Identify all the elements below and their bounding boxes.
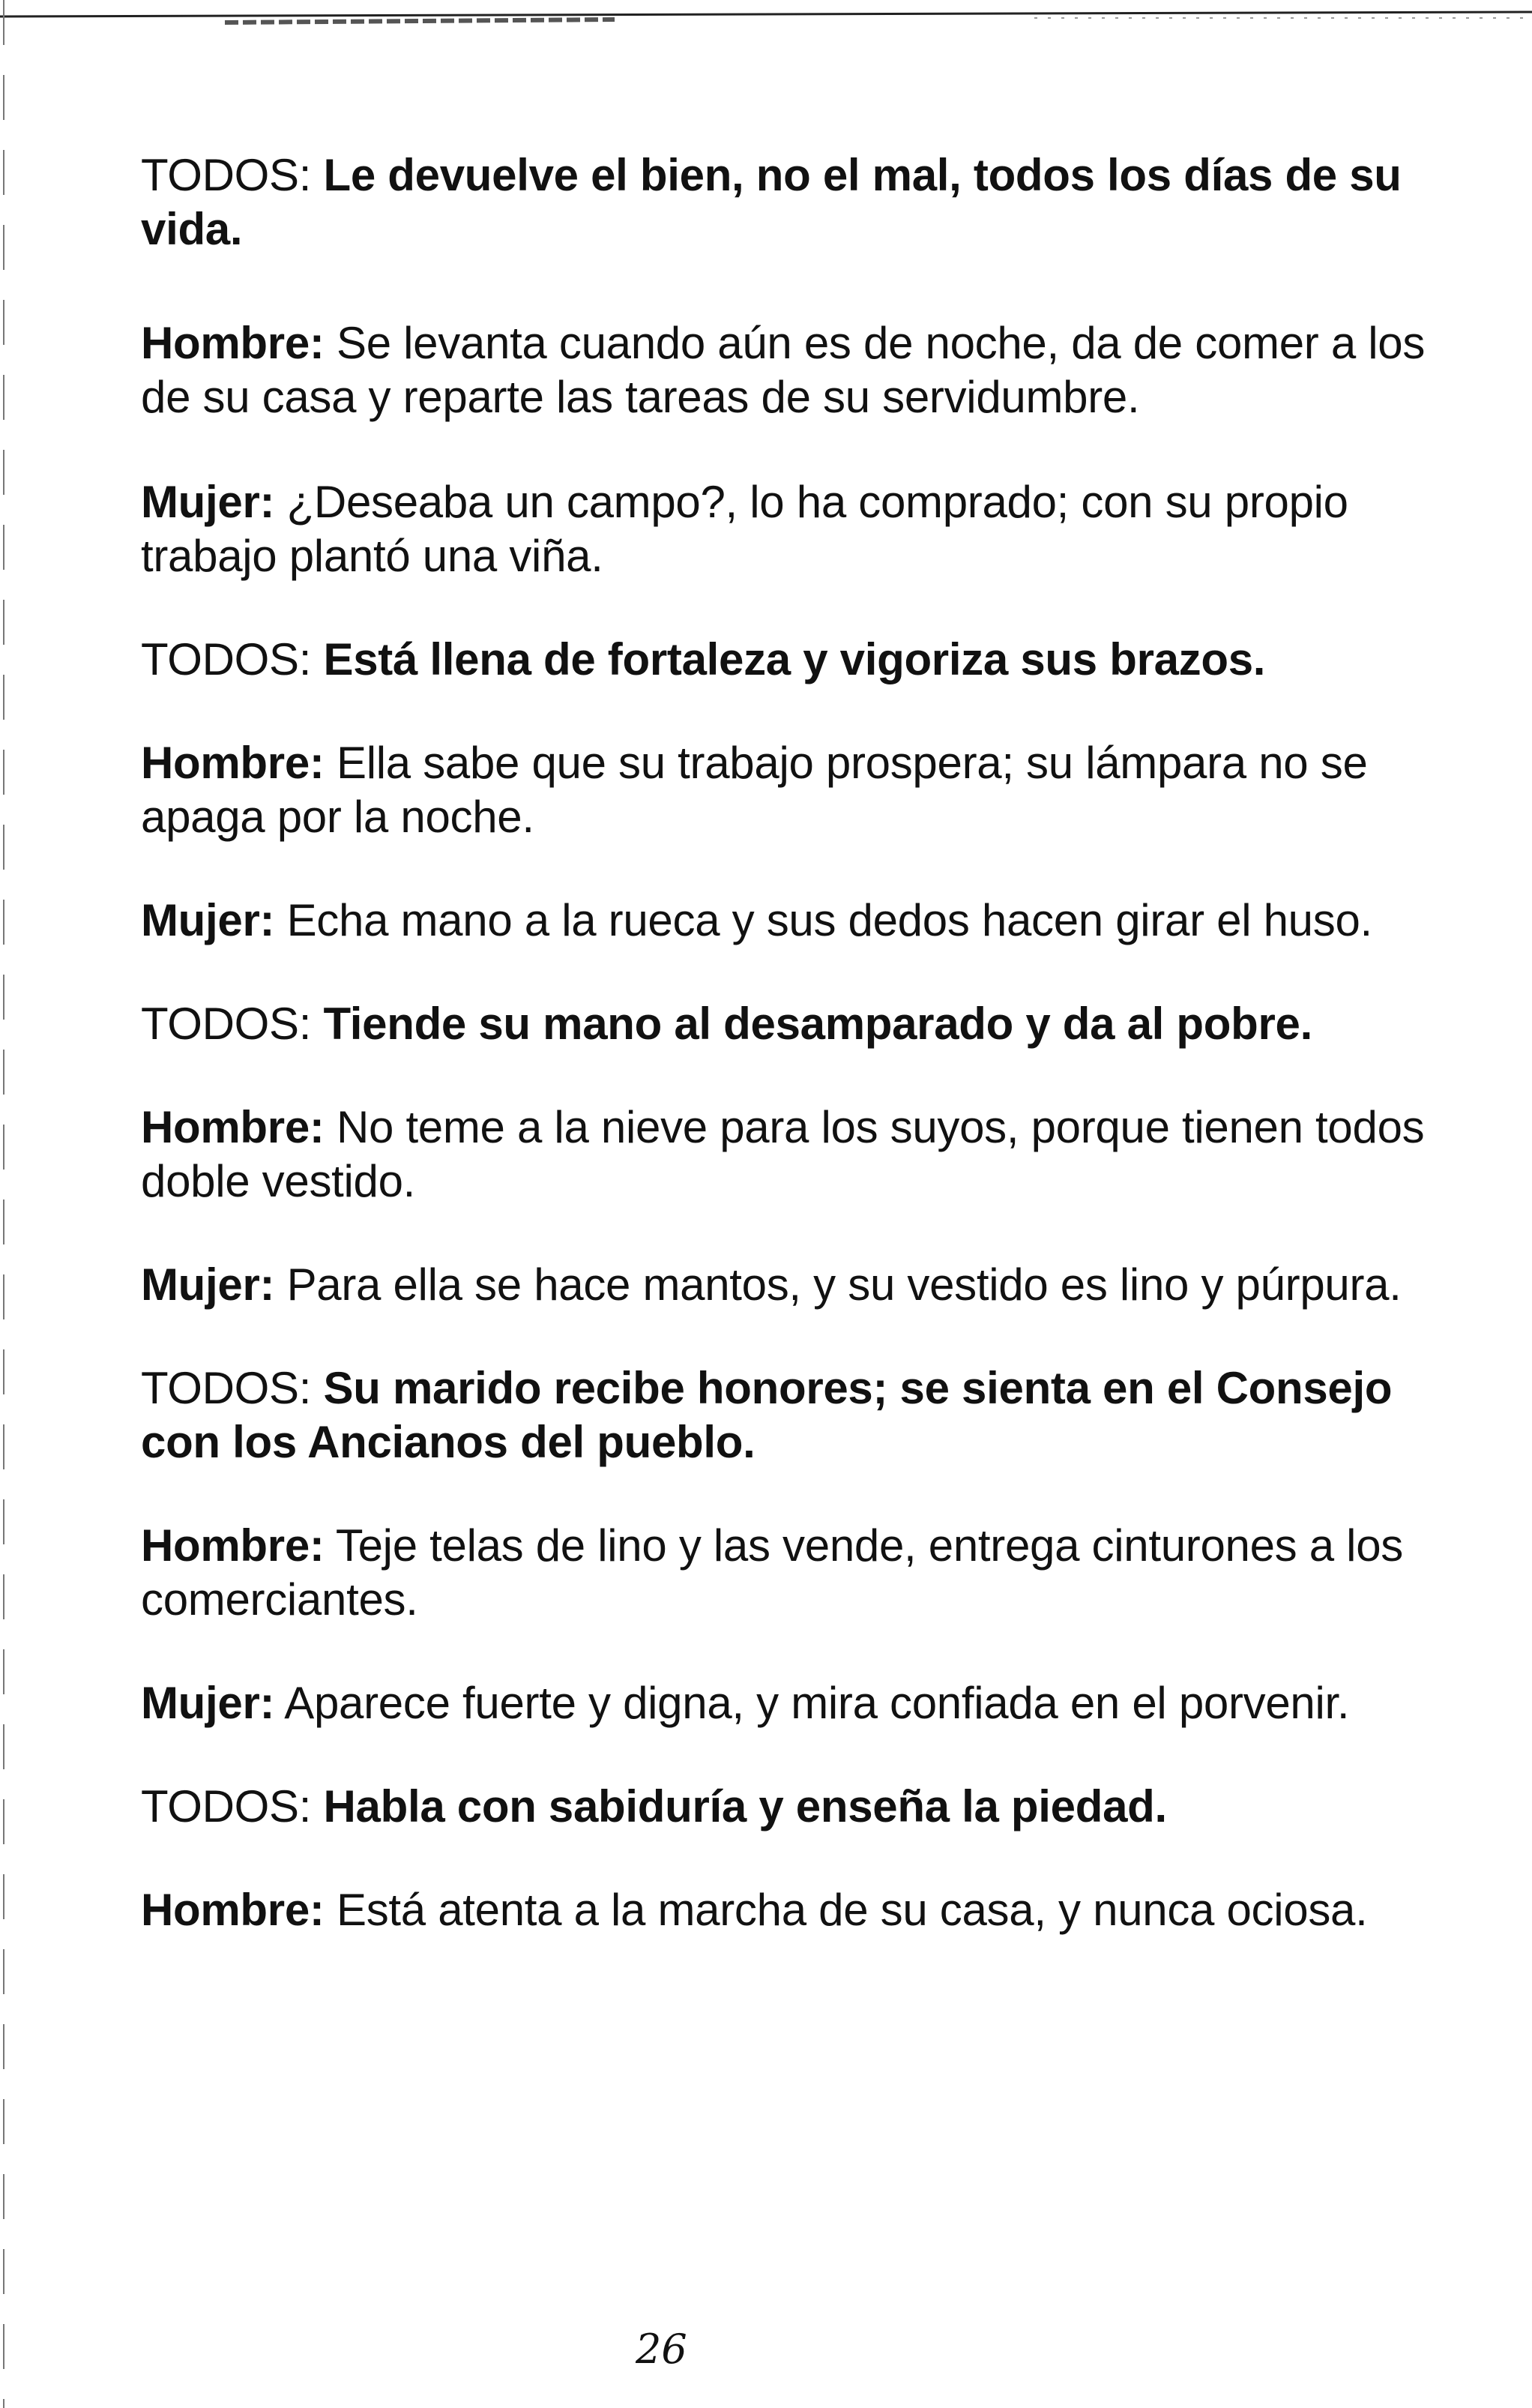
verse-text: Está llena de fortaleza y vigoriza sus brazos.: [323, 634, 1266, 684]
speaker-label: Hombre:: [141, 1520, 325, 1571]
speaker-label: TODOS:: [141, 999, 312, 1049]
speaker-label: Mujer:: [141, 477, 275, 527]
paragraph: [141, 1883, 1430, 1937]
paragraph: [141, 1519, 1430, 1627]
verse-text: Está atenta a la marcha de su casa, y nunca ociosa.: [336, 1885, 1368, 1935]
speaker-label: TODOS:: [141, 150, 312, 200]
paragraph: [141, 1258, 1430, 1312]
verse-text: ¿Deseaba un campo?, lo ha comprado; con su propio trabajo plantó una viña.: [141, 477, 1348, 581]
speaker-label: Hombre:: [141, 318, 325, 368]
speaker-label: TODOS:: [141, 1363, 312, 1413]
speaker-label: Hombre:: [141, 738, 325, 788]
page-number: 26: [636, 2326, 687, 2373]
verse-text: Aparece fuerte y digna, y mira confiada en el porvenir.: [284, 1678, 1350, 1728]
speaker-label: Mujer:: [141, 1259, 275, 1310]
verse-text: No teme a la nieve para los suyos, porque tienen todos doble vestido.: [141, 1102, 1425, 1206]
speaker-label: Mujer:: [141, 1678, 275, 1728]
verse-text: Su marido recibe honores; se sienta en el Consejo con los Ancianos del pueblo.: [141, 1363, 1393, 1467]
scan-edge-left: [0, 0, 10, 2408]
verse-text: Tiende su mano al desamparado y da al pobre.: [323, 999, 1312, 1049]
verse-text: Habla con sabiduría y enseña la piedad.: [323, 1781, 1167, 1831]
verse-text: Le devuelve el bien, no el mal, todos los días de su vida.: [141, 150, 1402, 254]
scan-edge-top: [0, 0, 1532, 45]
paragraph: [141, 475, 1430, 583]
verse-text: Echa mano a la rueca y sus dedos hacen girar el huso.: [286, 895, 1372, 945]
responsorial-text: [141, 148, 1430, 1937]
paragraph: [141, 1361, 1430, 1469]
paragraph: [141, 1676, 1430, 1730]
speaker-label: Hombre:: [141, 1102, 325, 1152]
paragraph: [141, 148, 1430, 256]
speaker-label: Hombre:: [141, 1885, 325, 1935]
paragraph: [141, 633, 1430, 687]
speaker-label: Mujer:: [141, 895, 275, 945]
paragraph: [141, 316, 1430, 424]
paragraph: [141, 997, 1430, 1051]
speaker-label: TODOS:: [141, 1781, 312, 1831]
verse-text: Ella sabe que su trabajo prospera; su lámpara no se apaga por la noche.: [141, 738, 1368, 842]
verse-text: Teje telas de lino y las vende, entrega cinturones a los comerciantes.: [141, 1520, 1403, 1625]
speaker-label: TODOS:: [141, 634, 312, 684]
verse-text: Se levanta cuando aún es de noche, da de comer a los de su casa y reparte las tareas de su servidumbre.: [141, 318, 1426, 422]
verse-text: Para ella se hace mantos, y su vestido es lino y púrpura.: [286, 1259, 1402, 1310]
paragraph: [141, 1101, 1430, 1208]
paragraph: [141, 736, 1430, 844]
paragraph: [141, 1780, 1430, 1834]
paragraph: [141, 894, 1430, 948]
